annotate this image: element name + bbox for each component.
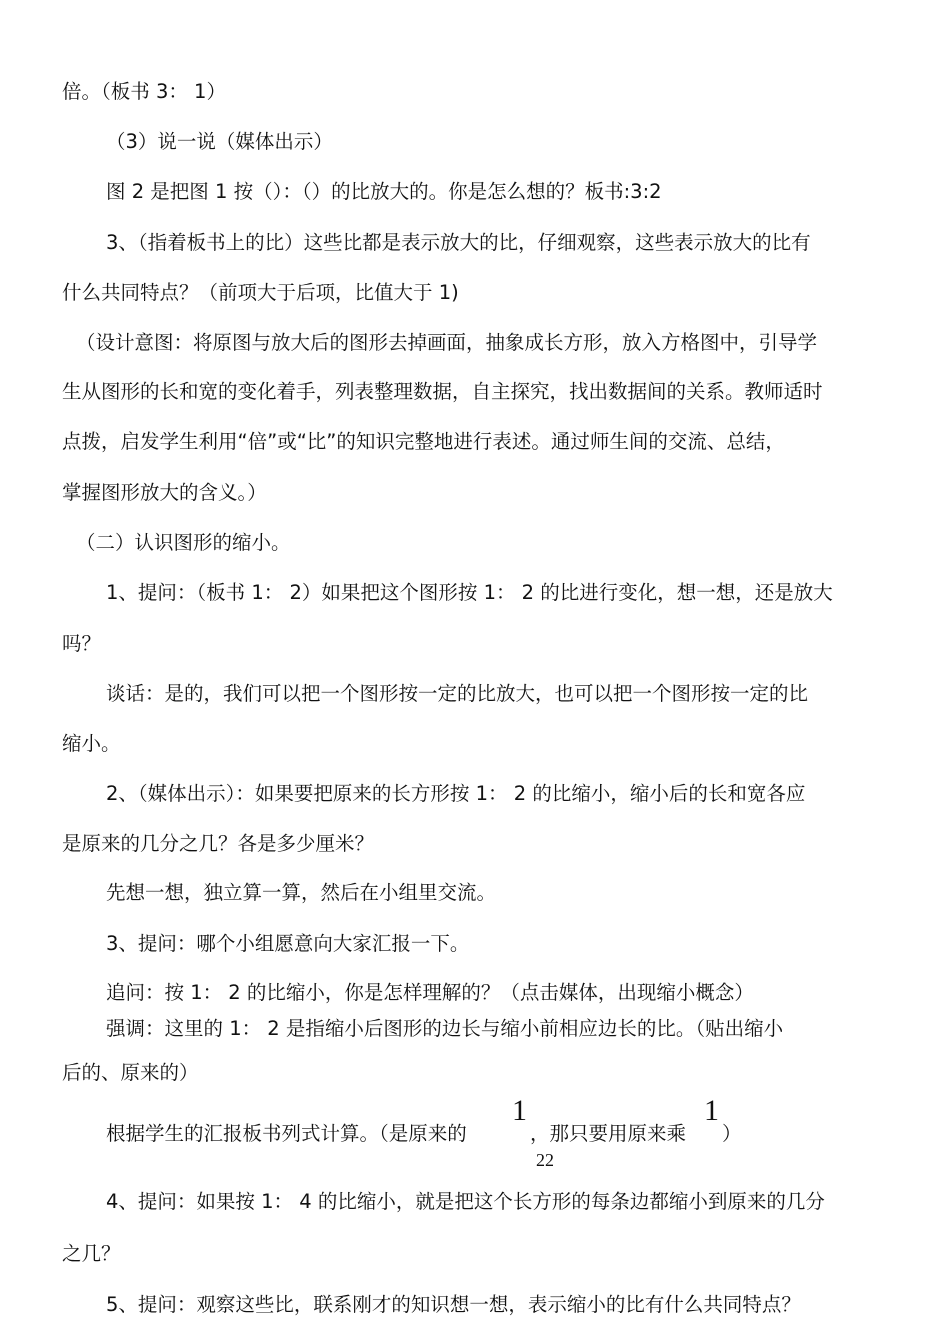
fraction-denominators: 22 [536,1150,554,1170]
text-line: （设计意图：将原图与放大后的图形去掉画面，抽象成长方形，放入方格图中，引导学 [76,331,818,354]
text-line: 3、提问：哪个小组愿意向大家汇报一下。 [106,932,470,955]
text-line: （3）说一说（媒体出示） [106,130,333,153]
text-line: 5、提问：观察这些比，联系刚才的知识想一想，表示缩小的比有什么共同特点？ [106,1293,801,1316]
text-line: 图 2 是把图 1 按（）：（）的比放大的。你是怎么想的？板书:3:2 [106,180,662,203]
text-line: 后的、原来的） [62,1061,199,1084]
text-line: 谈话：是的，我们可以把一个图形按一定的比放大，也可以把一个图形按一定的比 [106,682,809,705]
text-line: 2、（媒体出示）：如果要把原来的长方形按 1： 2 的比缩小，缩小后的长和宽各应 [106,782,806,805]
fraction-numerator: 1 [512,1094,527,1127]
text-line: 点拨，启发学生利用“倍”或“比”的知识完整地进行表述。通过师生间的交流、总结， [62,430,785,453]
text-line: 倍。（板书 3： 1） [62,80,226,103]
text-line: 生从图形的长和宽的变化着手，列表整理数据，自主探究，找出数据间的关系。教师适时 [62,380,823,403]
text-line: 什么共同特点？（前项大于后项，比值大于 1) [62,281,459,304]
text-line: 3、（指着板书上的比）这些比都是表示放大的比，仔细观察，这些表示放大的比有 [106,231,811,254]
text-line: 追问：按 1： 2 的比缩小，你是怎样理解的？（点击媒体，出现缩小概念） [106,981,754,1004]
text-line: 1、提问：（板书 1： 2）如果把这个图形按 1： 2 的比进行变化，想一想，还是放大 [106,581,833,604]
text-line: 缩小。 [62,732,121,755]
text-line: 强调：这里的 1： 2 是指缩小后图形的边长与缩小前相应边长的比。（贴出缩小 [106,1017,784,1040]
text-line: 是原来的几分之几？各是多少厘米？ [62,832,375,855]
text-line: 根据学生的汇报板书列式计算。（是原来的 [106,1122,467,1145]
text-line: ，那只要用原来乘 [530,1122,687,1145]
text-line: ） [722,1122,742,1145]
text-line: 掌握图形放大的含义。） [62,481,267,504]
section-heading: （二）认识图形的缩小。 [76,531,291,554]
text-line: 吗？ [62,632,102,655]
text-line: 4、提问：如果按 1： 4 的比缩小，就是把这个长方形的每条边都缩小到原来的几分 [106,1190,825,1213]
text-line: 之几？ [62,1242,121,1265]
text-line: 先想一想，独立算一算，然后在小组里交流。 [106,881,497,904]
fraction-numerator: 1 [704,1094,719,1127]
